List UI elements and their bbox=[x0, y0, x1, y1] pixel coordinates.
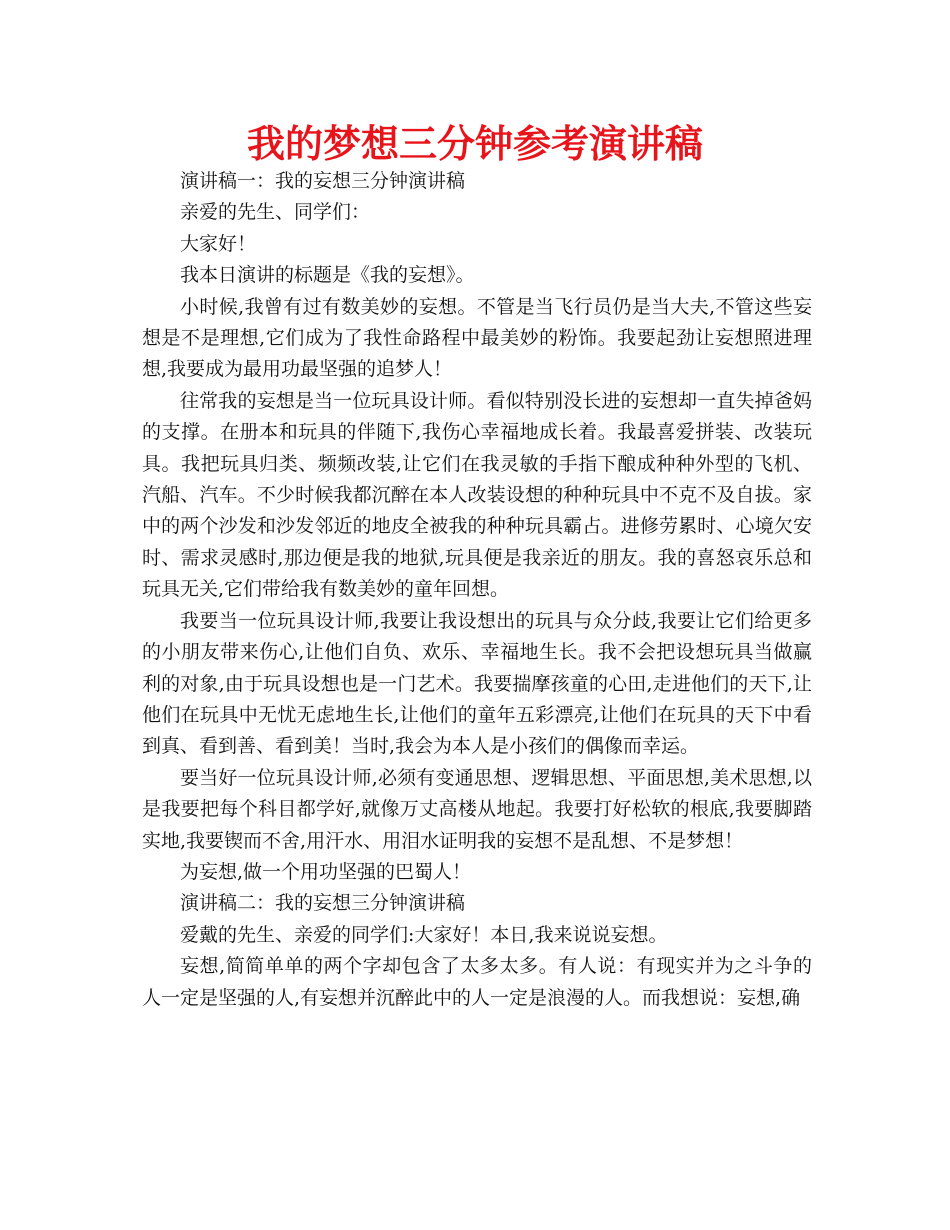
paragraph-speech-one-heading: 演讲稿一：我的妄想三分钟演讲稿 bbox=[180, 170, 466, 192]
paragraph-unique-toys: 我要当一位玩具设计师,我要让我设想出的玩具与众分歧,我要让它们给更多的小朋友带来伤心,让他们自负、欢乐、幸福地生长。我不会把设想玩具当做赢利的对象,由于玩具设想也是一门艺术。我要揣摩孩童的心田,走进他们的天下,让他们在玩具中无忧无虑地生长,让他们的童年五彩漂亮,让他们在玩具的天下中看到真、看到善、看到美！当时,我会为本人是小孩们的偶像而幸运。 bbox=[142, 609, 812, 758]
document-title: 我的梦想三分钟参考演讲稿 bbox=[246, 122, 703, 166]
paragraph-speech-two-heading: 演讲稿二：我的妄想三分钟演讲稿 bbox=[180, 892, 466, 915]
paragraph-slogan: 为妄想,做一个用功坚强的巴蜀人！ bbox=[180, 860, 472, 883]
paragraph-salutation: 亲爱的先生、同学们： bbox=[180, 201, 371, 224]
paragraph-toy-designer-dream: 往常我的妄想是当一位玩具设计师。看似特别没长进的妄想却一直失掉爸妈的支撑。在册本和玩具的伴随下,我伤心幸福地成长着。我最喜爱拼装、改装玩具。我把玩具归类、频频改装,让它们在我灵敏的手指下酿成种种外型的飞机、汽船、汽车。不少时候我都沉醉在本人改装设想的种种玩具中不克不及自拔。家中的两个沙发和沙发邻近的地皮全被我的种种玩具霸占。进修劳累时、心境欠安时、需求灵感时,那边便是我的地狱,玩具便是我亲近的朋友。我的喜怒哀乐总和玩具无关,它们带给我有数美妙的童年回想。 bbox=[142, 389, 812, 601]
paragraph-dream-meaning: 妄想,简简单单的两个字却包含了太多太多。有人说：有现实并为之斗争的人一定是坚强的人,有妄想并沉醉此中的人一定是浪漫的人。而我想说：妄想,确 bbox=[142, 955, 812, 1009]
document-body bbox=[142, 166, 812, 1014]
paragraph-childhood-dreams: 小时候,我曾有过有数美妙的妄想。不管是当飞行员仍是当大夫,不管这些妄想是不是理想,它们成为了我性命路程中最美妙的粉饰。我要起劲让妄想照进理想,我要成为最用功最坚强的追梦人！ bbox=[142, 295, 812, 381]
paragraph-topic: 我本日演讲的标题是《我的妄想》。 bbox=[180, 264, 475, 287]
paragraph-study-hard: 要当好一位玩具设计师,必须有变通思想、逻辑思想、平面思想,美术思想,以是我要把每个科目都学好,就像万丈高楼从地起。我要打好松软的根底,我要脚踏实地,我要锲而不舍,用汗水、用泪水证明我的妄想不是乱想、不是梦想！ bbox=[142, 766, 812, 852]
paragraph-speech-two-greeting: 爱戴的先生、亲爱的同学们:大家好！本日,我来说说妄想。 bbox=[180, 923, 668, 946]
paragraph-greeting: 大家好！ bbox=[180, 232, 257, 255]
